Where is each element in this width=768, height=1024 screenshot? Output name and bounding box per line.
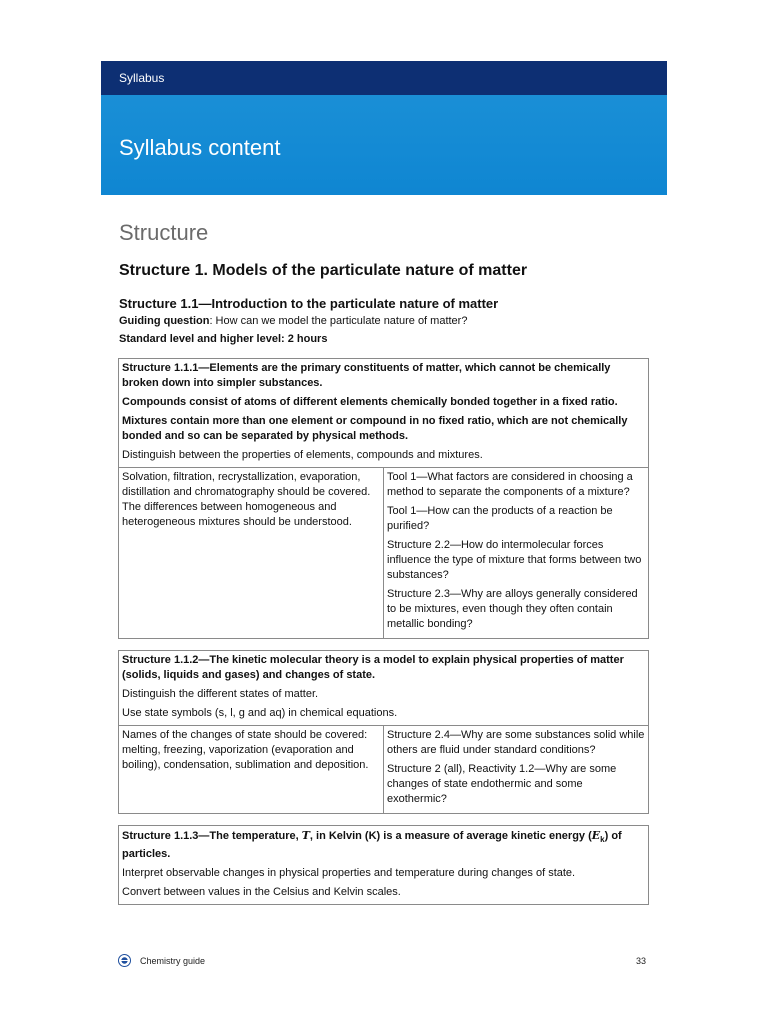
breadcrumb: Syllabus	[119, 71, 165, 85]
statement-part: ) of particles.	[122, 830, 622, 861]
temperature-symbol: T	[301, 829, 310, 842]
section-title: Structure	[119, 220, 209, 245]
subchapter-title: Structure 1.1—Introduction to the particulate nature of matter	[119, 296, 499, 311]
linking-questions-column	[384, 468, 648, 638]
box-statement: Mixtures contain more than one element or compound in no fixed ratio, which are not chemically bonded and so can be separated by physical methods.	[122, 415, 628, 442]
box-statement	[122, 828, 644, 862]
box-objective: Distinguish the different states of matter.	[122, 688, 319, 700]
box-statement: Compounds consist of atoms of different elements chemically bonded together in a fixed ratio.	[122, 396, 618, 408]
box-objective: Use state symbols (s, l, g and aq) in chemical equations.	[122, 707, 398, 719]
box-objective: Distinguish between the properties of elements, compounds and mixtures.	[122, 449, 483, 461]
box-objective: Interpret observable changes in physical properties and temperature during changes of state.	[122, 867, 576, 880]
ib-logo-icon	[118, 954, 131, 967]
chapter-title: Structure 1. Models of the particulate nature of matter	[119, 262, 528, 279]
guidance-column	[119, 726, 384, 813]
linking-question: Structure 2 (all), Reactivity 1.2—Why are some changes of state endothermic and some exothermic?	[387, 763, 617, 805]
energy-symbol: E	[591, 829, 601, 842]
content-box-1-1-1	[118, 358, 649, 639]
page-number: 33	[636, 956, 647, 966]
box-head	[119, 359, 648, 467]
content-box-1-1-2	[118, 650, 649, 814]
linking-question: Structure 2.4—Why are some substances solid while others are fluid under standard conditions?	[387, 729, 645, 756]
linking-question: Tool 1—What factors are considered in choosing a method to separate the components of a mixture?	[387, 471, 633, 498]
linking-questions-column	[384, 726, 648, 813]
linking-question: Tool 1—How can the products of a reaction be purified?	[387, 505, 613, 532]
guiding-label: Guiding question	[119, 315, 210, 327]
box-columns	[119, 725, 648, 813]
box-statement: Structure 1.1.2—The kinetic molecular theory is a model to explain physical properties of matter (solids, liquids and gases) and changes of state.	[122, 654, 624, 681]
footer-guide-name: Chemistry guide	[140, 956, 206, 966]
level-hours: Standard level and higher level: 2 hours	[119, 333, 328, 345]
linking-question: Structure 2.2—How do intermolecular forces influence the type of mixture that forms between two substances?	[387, 539, 642, 581]
content-box-1-1-3	[118, 825, 649, 905]
guidance-column	[119, 468, 384, 638]
header-title-bar	[101, 95, 667, 195]
guidance-text: Solvation, filtration, recrystallization, evaporation, distillation and chromatography should be covered. The differences between homogeneous and heterogeneous mixtures should be understood.	[122, 471, 371, 528]
box-head	[119, 651, 648, 725]
box-objective: Convert between values in the Celsius and Kelvin scales.	[122, 886, 401, 899]
header-breadcrumb-bar	[101, 61, 667, 95]
guidance-text: Names of the changes of state should be covered: melting, freezing, vaporization (evaporation and boiling), condensation, sublimation and deposition.	[122, 729, 369, 771]
guiding-text: : How can we model the particulate nature of matter?	[209, 315, 468, 327]
guiding-question	[119, 315, 467, 327]
linking-question: Structure 2.3—Why are alloys generally considered to be mixtures, even though they often contain metallic bonding?	[387, 588, 638, 630]
statement-part: , in Kelvin (K) is a measure of average kinetic energy (	[309, 830, 592, 842]
box-statement: Structure 1.1.1—Elements are the primary constituents of matter, which cannot be chemically broken down into simpler substances.	[122, 362, 611, 389]
page-title: Syllabus content	[119, 135, 281, 160]
statement-part: Structure 1.1.3—The temperature,	[122, 830, 302, 842]
box-columns	[119, 467, 648, 638]
box-head	[119, 826, 648, 904]
energy-subscript: k	[600, 835, 605, 845]
